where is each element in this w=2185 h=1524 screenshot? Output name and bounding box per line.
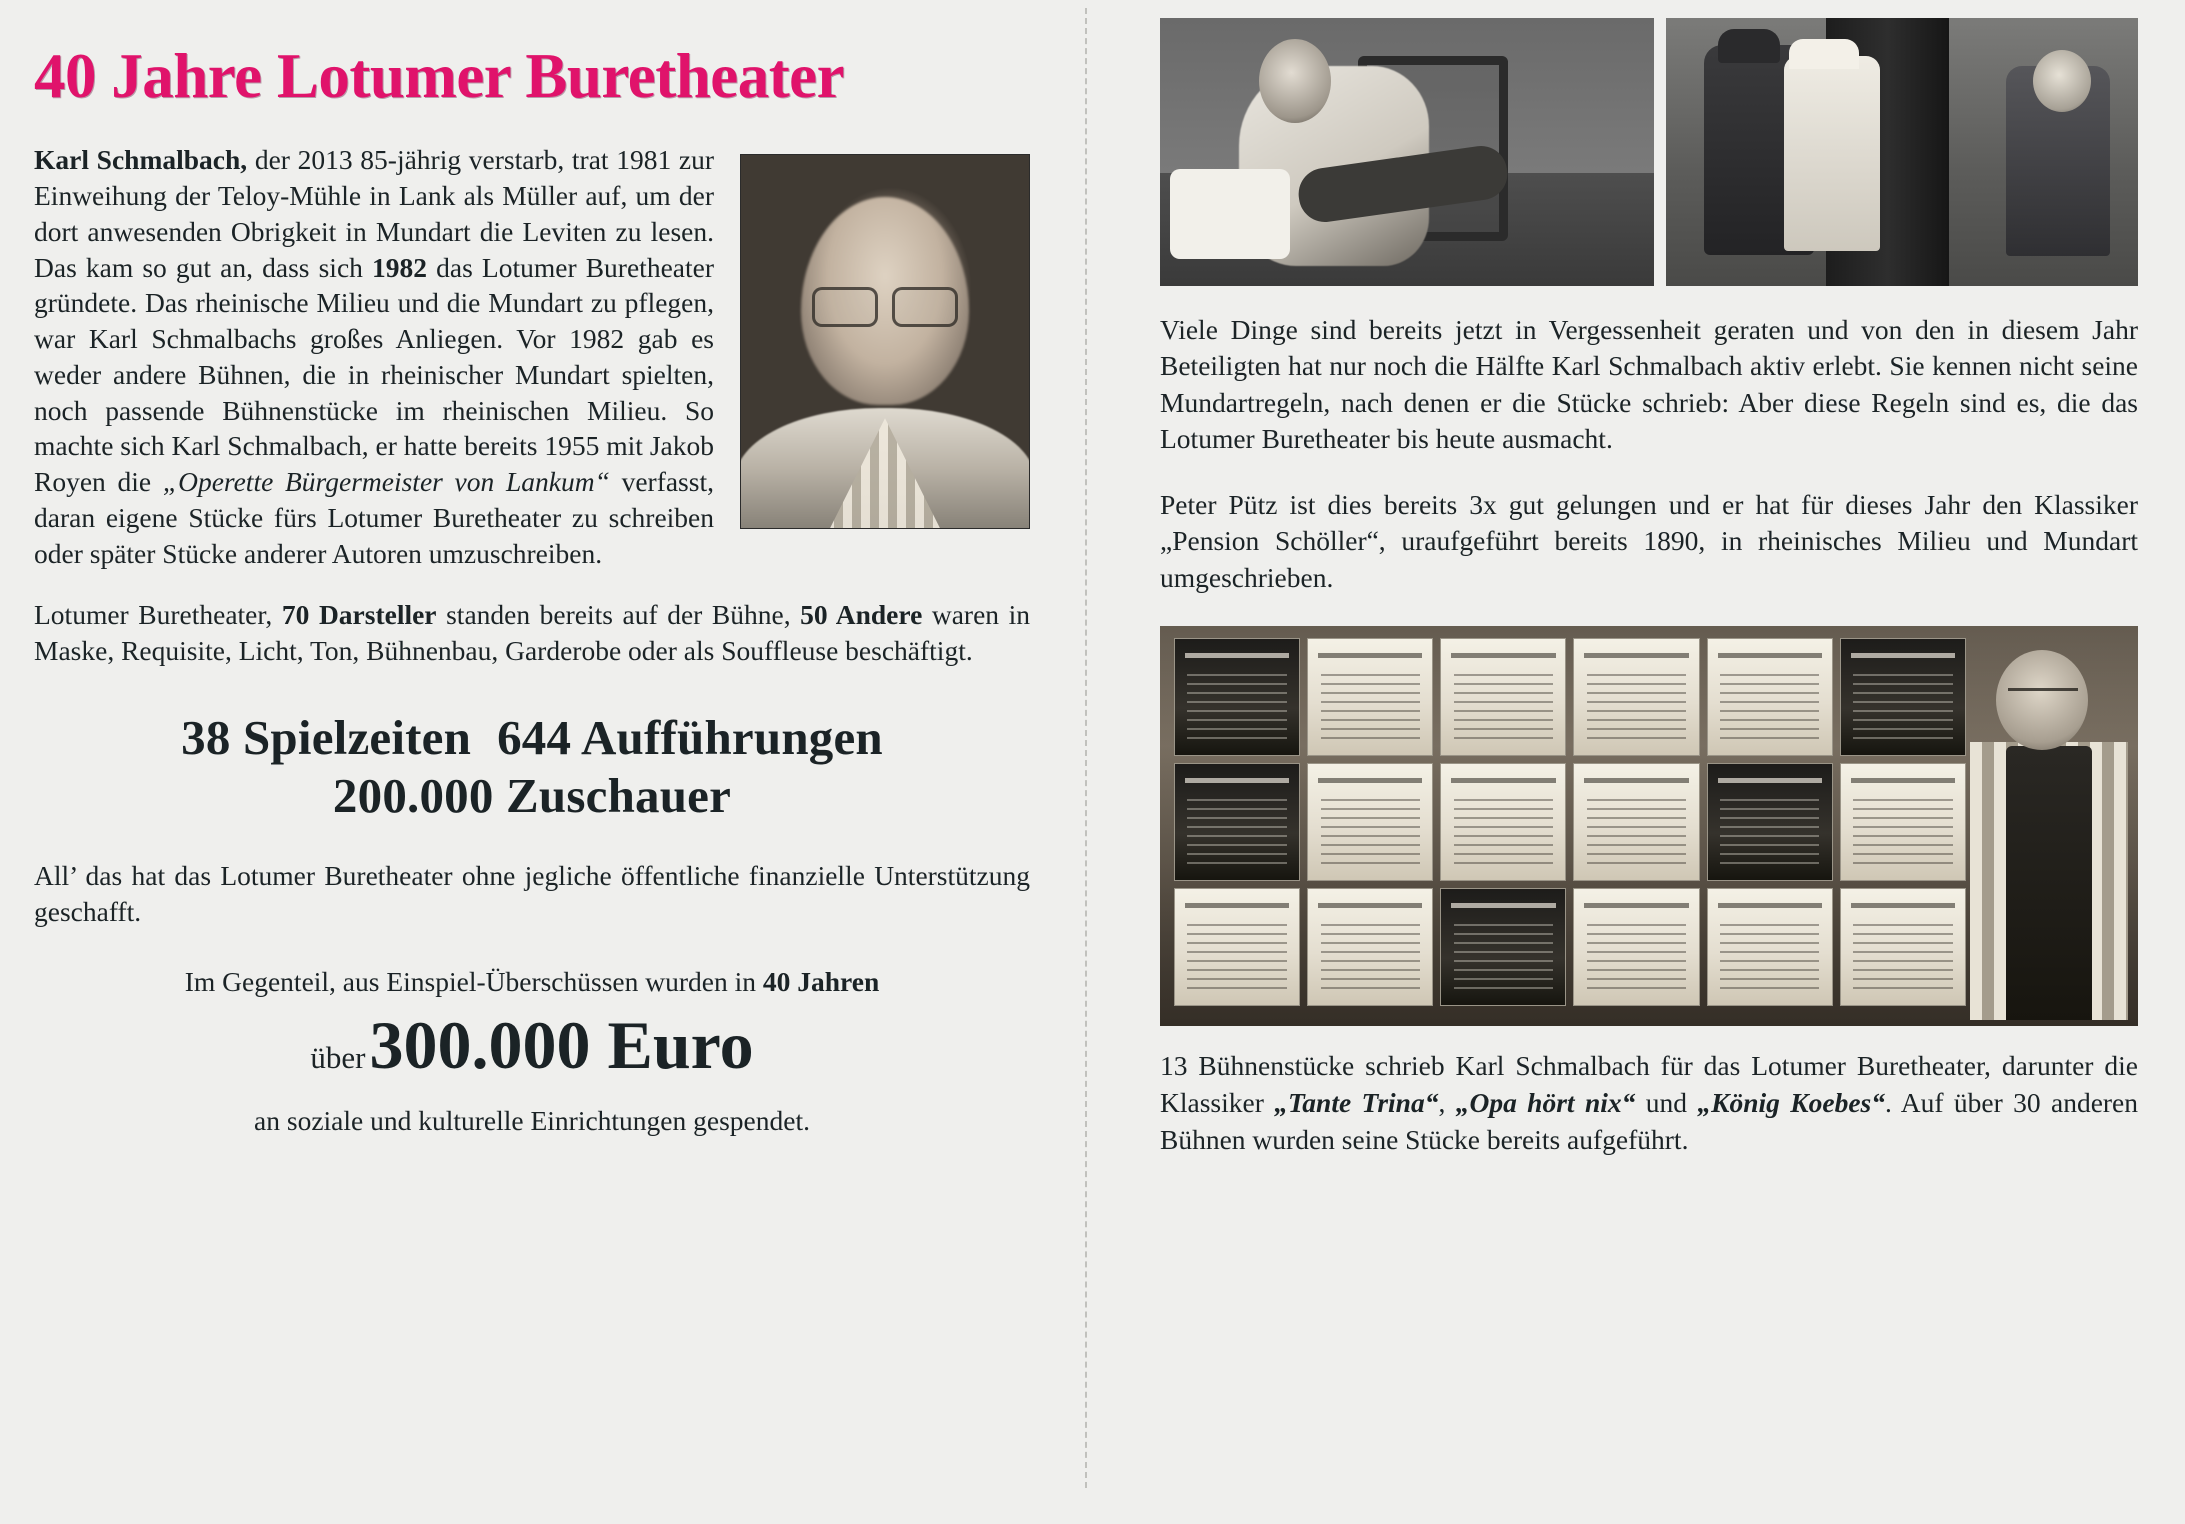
glasses-icon <box>810 287 960 323</box>
statistics-block <box>34 709 1030 825</box>
caption-part-b: . Auf über 30 anderen Bühnen wurden seine Stücke bereits aufgeführt. <box>1160 1086 2139 1155</box>
portrait-photo-karl-schmalbach <box>740 154 1030 529</box>
caption-sep-1: , <box>1438 1086 1456 1118</box>
poster-photo-caption <box>1160 1048 2138 1159</box>
poster-item <box>1174 888 1300 1006</box>
paragraph-cast-part-a: Lotumer Buretheater, <box>34 599 282 631</box>
caption-part-a: 13 Bühnenstücke schrieb Karl Schmalbach für das Lotumer Buretheater, darunter die Klassiker <box>1160 1050 2138 1118</box>
paragraph-intro-part-a: der 2013 85-jährig verstarb, trat 1981 zur Einweihung der Teloy-Mühle in Lank als Müller auf, um der dort anwesenden Obrigkeit in Mundart die Leviten zu lesen. Das kam so gut an, dass sich <box>34 144 714 283</box>
donation-amount: 300.000 Euro <box>369 1006 754 1083</box>
actor-apron <box>1784 56 1880 251</box>
donation-amount-line <box>34 1006 1030 1085</box>
stat-visitors: 200.000 Zuschauer <box>332 767 732 823</box>
forty-years-bold: 40 Jahren <box>762 965 880 997</box>
poster-item <box>1840 638 1966 756</box>
poster-item <box>1307 888 1433 1006</box>
poster-item <box>1174 638 1300 756</box>
man-glasses-icon <box>2008 688 2078 708</box>
poster-item <box>1573 763 1699 881</box>
photo-seated-man <box>1160 18 1654 286</box>
lead-name-bold: Karl Schmalbach, <box>34 144 248 176</box>
photo-poster-wall <box>1160 626 2138 1026</box>
darsteller-count-bold: 70 Darsteller <box>281 599 437 631</box>
paragraph-peter-puetz: Peter Pütz ist dies bereits 3x gut gelungen und er hat für dieses Jahr den Klassiker „Pension Schöller“, uraufgeführt bereits 1890, in rheinisches Milieu und Mundart umgeschrieben. <box>1160 489 2138 593</box>
poster-grid <box>1170 634 1970 1018</box>
seated-actor-head <box>1259 39 1331 123</box>
paragraph-intro-part-b: das Lotumer Buretheater gründete. Das rheinische Milieu und die Mundart zu pflegen, war Karl Schmalbachs großes Anliegen. Vor 1982 gab es weder andere Bühnen, die in rheinischer Mundart spielten, noch passende Bühnenstücke im rheinischen Milieu. So machte sich Karl Schmalbach, er hatte bereits 1955 mit Jakob Royen die <box>34 251 714 497</box>
play-title-opa-hoert-nix: „Opa hört nix“ <box>1455 1086 1636 1118</box>
right-column <box>1160 0 2160 1524</box>
play-title-koenig-koebes: „König Koebes“ <box>1697 1086 1885 1118</box>
page-title: 40 Jahre Lotumer Buretheater <box>34 41 845 111</box>
poster-item <box>1707 763 1833 881</box>
statistics-line-2 <box>34 767 1030 825</box>
poster-item <box>1707 888 1833 1006</box>
poster-item <box>1440 638 1566 756</box>
andere-count-bold: 50 Andere <box>800 599 923 631</box>
paragraph-intro-part-c: verfasst, daran eigene Stücke fürs Lotumer Buretheater zu schreiben oder später Stücke anderer Autoren umzuschreiben. <box>34 466 714 569</box>
founding-year-bold: 1982 <box>372 251 428 283</box>
donation-intro-part-a: Im Gegenteil, aus Einspiel-Überschüssen wurden in <box>184 965 763 997</box>
play-title-tante-trina: „Tante Trina“ <box>1274 1086 1439 1118</box>
poster-item <box>1840 888 1966 1006</box>
statistics-line-1 <box>34 709 1030 767</box>
white-prop-bag <box>1170 169 1290 259</box>
column-divider <box>1085 8 1087 1488</box>
man-vest <box>2006 746 2092 1020</box>
photo-three-actors <box>1666 18 2138 286</box>
caption-sep-2: und <box>1635 1086 1698 1118</box>
donation-prefix: über <box>310 1039 366 1075</box>
actor-cap-icon <box>1718 29 1780 63</box>
paragraph-cast <box>34 597 1030 669</box>
operette-title-italic: „Operette Bürgermeister von Lankum“ <box>162 466 610 497</box>
paragraph-funding: All’ das hat das Lotumer Buretheater ohne jegliche öffentliche finanzielle Unterstützung geschafft. <box>34 860 1030 928</box>
paragraph-memories: Viele Dinge sind bereits jetzt in Vergessenheit geraten und von den in diesem Jahr Beteiligten hat nur noch die Hälfte Karl Schmalbach aktiv erlebt. Sie kennen nicht seine Mundartregeln, nach denen er die Stücke schrieb: Aber diese Regeln sind es, die das Lotumer Buretheater bis heute ausmacht. <box>1160 314 2138 454</box>
donation-intro <box>34 964 1030 1000</box>
stat-seasons: 38 Spielzeiten <box>181 709 472 765</box>
poster-item <box>1174 763 1300 881</box>
poster-item <box>1307 638 1433 756</box>
donation-outro: an soziale und kulturelle Einrichtungen gespendet. <box>254 1104 810 1136</box>
poster-item <box>1440 763 1566 881</box>
photo-row-top <box>1160 18 2138 286</box>
paragraph-cast-part-c: waren in Maske, Requisite, Licht, Ton, Bühnenbau, Garderobe oder als Souffleuse beschäftigt. <box>34 599 1030 666</box>
poster-item <box>1440 888 1566 1006</box>
left-column <box>0 0 1060 1524</box>
actor-headscarf <box>1789 39 1859 69</box>
poster-item <box>1573 638 1699 756</box>
actor-coat-head <box>2033 50 2091 112</box>
poster-item <box>1840 763 1966 881</box>
poster-item <box>1707 638 1833 756</box>
poster-item <box>1307 763 1433 881</box>
paragraph-cast-part-b: standen bereits auf der Bühne, <box>436 599 801 631</box>
man-at-poster-wall <box>1970 650 2128 1020</box>
stat-performances: 644 Aufführungen <box>497 709 883 765</box>
poster-item <box>1573 888 1699 1006</box>
